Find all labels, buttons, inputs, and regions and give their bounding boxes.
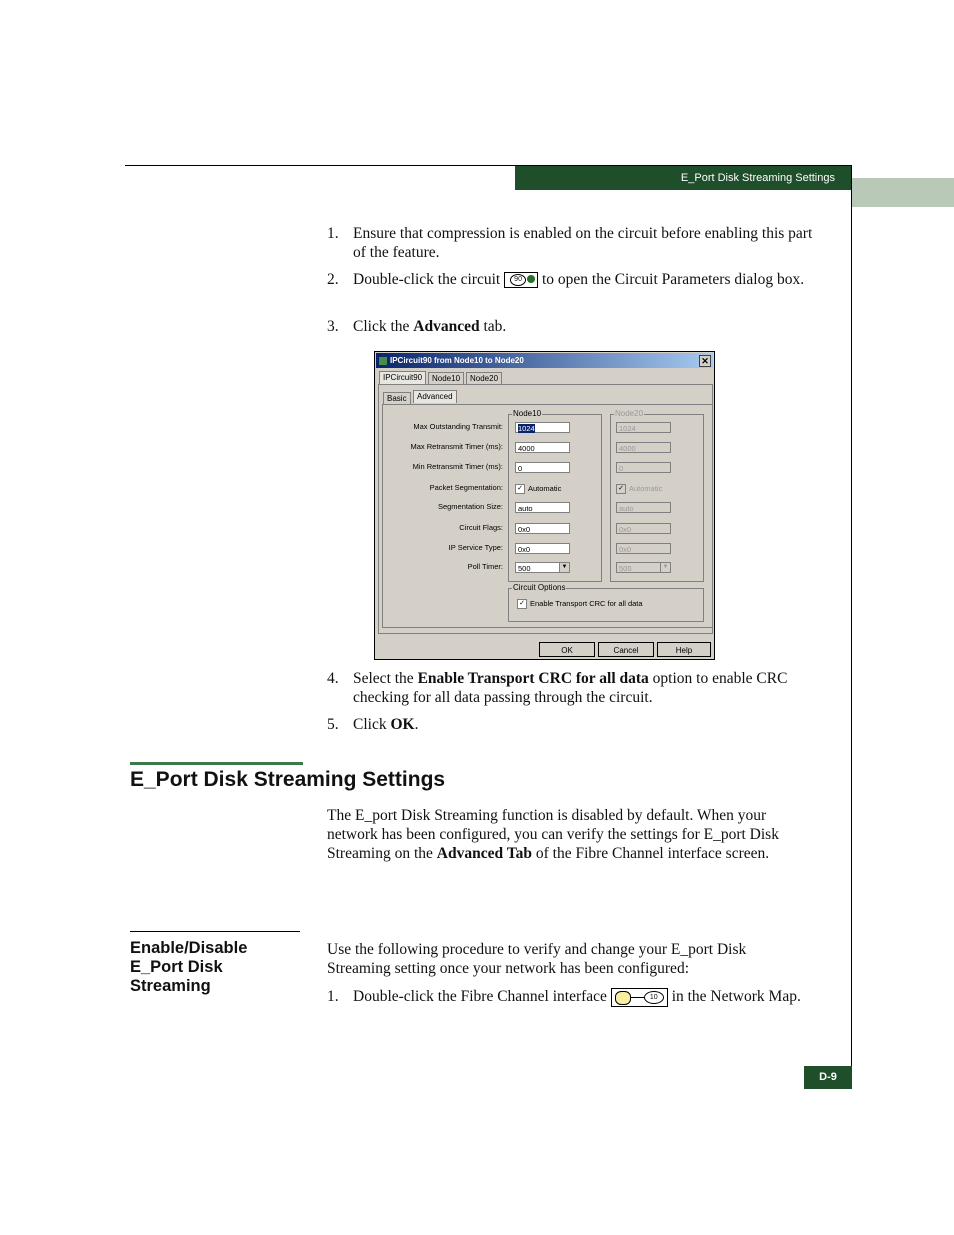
app-icon: [379, 357, 387, 365]
poll-timer-select[interactable]: [515, 562, 570, 573]
field-value: 0x0: [518, 545, 531, 554]
field-value: 0x0: [619, 525, 632, 534]
subsection-step-1: 1. Double-click the Fibre Channel interface 10 in the Network Map.: [327, 988, 801, 1005]
segmentation-label: Automatic: [629, 484, 663, 493]
field-input[interactable]: [515, 543, 570, 554]
circuit-options-label: Circuit Options: [513, 583, 566, 592]
node20-group: [610, 414, 704, 582]
field-input: [616, 462, 671, 473]
field-label: Min Retransmit Timer (ms):: [412, 462, 503, 471]
field-input[interactable]: [515, 442, 570, 453]
field-label: Max Retransmit Timer (ms):: [410, 442, 503, 451]
crc-label: Enable Transport CRC for all data: [530, 599, 643, 608]
field-value: 4000: [518, 444, 535, 453]
field-label: Max Outstanding Transmit:: [413, 422, 503, 431]
side-tab: [852, 178, 954, 207]
margin-rule: [851, 166, 852, 1089]
chevron-down-icon: ▼: [660, 563, 670, 572]
field-value: 0x0: [619, 545, 632, 554]
field-label: IP Service Type:: [448, 543, 503, 552]
circuit-parameters-dialog: [374, 351, 715, 660]
step-2: 2. Double-click the circuit 90 to open the Circuit Parameters dialog box.: [327, 271, 805, 288]
poll-timer-select: [616, 562, 671, 573]
field-input: [616, 442, 671, 453]
field-value: 500: [619, 564, 632, 573]
field-label: Circuit Flags:: [459, 523, 503, 532]
field-value: 0x0: [518, 525, 531, 534]
ok-button[interactable]: OK: [539, 642, 595, 657]
help-button[interactable]: Help: [657, 642, 711, 657]
field-value: 500: [518, 564, 531, 573]
subsection-intro: Use the following procedure to verify and change your E_port Disk Streaming setting once your network has been configured:: [327, 941, 747, 977]
close-icon[interactable]: ✕: [699, 355, 711, 367]
field-value: auto: [619, 504, 634, 513]
tab-node20[interactable]: Node20: [466, 372, 502, 385]
tab-node10[interactable]: Node10: [428, 372, 464, 385]
page-number: D-9: [804, 1066, 852, 1089]
field-value: 1024: [518, 424, 535, 433]
circuit-icon: 90: [504, 272, 538, 288]
node10-group: [508, 414, 602, 582]
field-input: [616, 543, 671, 554]
tab-basic[interactable]: Basic: [383, 392, 411, 405]
field-value: 4000: [619, 444, 636, 453]
step-1: 1. Ensure that compression is enabled on the circuit before enabling this part of the feature.: [327, 225, 813, 261]
step-4: 4. Select the Enable Transport CRC for all data option to enable CRC checking for all data passing through the circuit.: [327, 670, 788, 706]
section-paragraph: The E_port Disk Streaming function is disabled by default. When your network has been configured, you can verify the settings for E_port Disk Streaming on the Advanced Tab of the Fibre Channel interface screen.: [327, 807, 779, 862]
field-input: [616, 422, 671, 433]
subsection-heading: Enable/Disable E_Port Disk Streaming: [130, 939, 248, 995]
field-value: 1024: [619, 424, 636, 433]
segmentation-label: Automatic: [528, 484, 562, 493]
tab-advanced[interactable]: Advanced: [413, 390, 457, 403]
field-input[interactable]: [515, 422, 570, 433]
step-5: 5. Click OK.: [327, 716, 419, 733]
subsection-rule: [130, 931, 300, 932]
field-input[interactable]: [515, 462, 570, 473]
field-value: 0: [619, 464, 624, 473]
cancel-button[interactable]: Cancel: [598, 642, 654, 657]
chevron-down-icon[interactable]: ▼: [559, 563, 569, 572]
node10-group-label: Node10: [513, 409, 542, 418]
field-label: Packet Segmentation:: [429, 483, 503, 492]
section-heading: E_Port Disk Streaming Settings: [130, 768, 446, 791]
field-input: [616, 523, 671, 534]
node20-group-label: Node20: [615, 409, 644, 418]
segmentation-checkbox[interactable]: ✓: [515, 484, 525, 494]
field-input[interactable]: [515, 502, 570, 513]
fibre-channel-icon: 10: [611, 988, 668, 1007]
field-value: 0: [518, 464, 523, 473]
field-input[interactable]: [515, 523, 570, 534]
running-header: E_Port Disk Streaming Settings: [515, 166, 851, 190]
field-label: Poll Timer:: [467, 562, 503, 571]
tab-ipcircuit[interactable]: IPCircuit90: [379, 371, 426, 384]
field-label: Segmentation Size:: [437, 502, 503, 511]
section-rule: [130, 762, 303, 765]
step-3: 3. Click the Advanced tab.: [327, 318, 507, 335]
dialog-title-bar: IPCircuit90 from Node10 to Node20 ✕: [376, 353, 713, 368]
field-input: [616, 502, 671, 513]
crc-checkbox[interactable]: ✓: [517, 599, 527, 609]
field-value: auto: [518, 504, 533, 513]
segmentation-checkbox: ✓: [616, 484, 626, 494]
